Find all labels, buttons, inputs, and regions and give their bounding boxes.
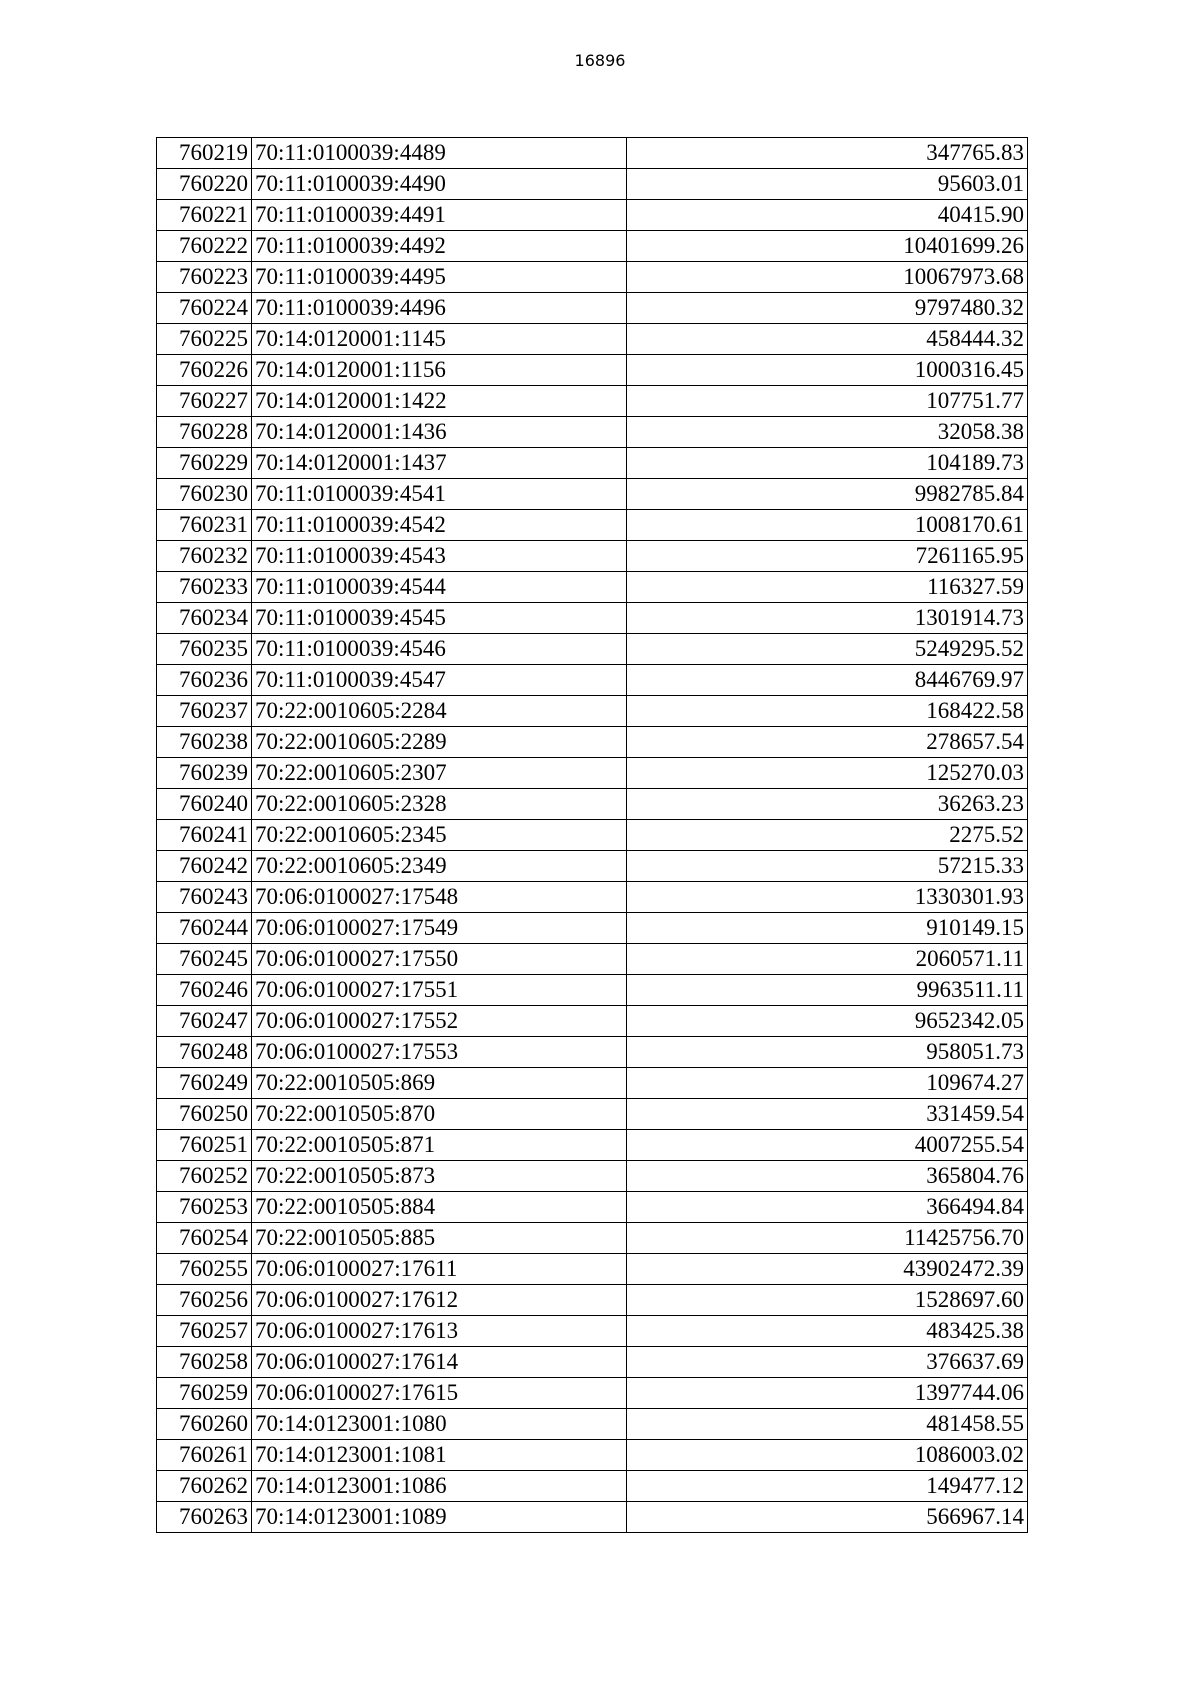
table-row [157, 1161, 1028, 1192]
row-number-cell: 760243 [157, 882, 252, 913]
row-number-cell: 760239 [157, 758, 252, 789]
row-number-cell: 760219 [157, 138, 252, 169]
row-number-cell: 760234 [157, 603, 252, 634]
row-number-cell: 760245 [157, 944, 252, 975]
table-row [157, 1471, 1028, 1502]
table-row [157, 1130, 1028, 1161]
cadastral-number-cell: 70:14:0120001:1436 [252, 417, 627, 448]
table-row [157, 1285, 1028, 1316]
cadastral-number-cell: 70:11:0100039:4495 [252, 262, 627, 293]
cadastral-value-cell: 566967.14 [627, 1502, 1028, 1533]
row-number-cell: 760260 [157, 1409, 252, 1440]
cadastral-number-cell: 70:11:0100039:4542 [252, 510, 627, 541]
row-number-cell: 760261 [157, 1440, 252, 1471]
table-row [157, 1440, 1028, 1471]
cadastral-value-cell: 1330301.93 [627, 882, 1028, 913]
cadastral-number-cell: 70:22:0010505:871 [252, 1130, 627, 1161]
table-row [157, 851, 1028, 882]
table-row [157, 510, 1028, 541]
cadastral-number-cell: 70:11:0100039:4492 [252, 231, 627, 262]
table-row [157, 1502, 1028, 1533]
cadastral-number-cell: 70:11:0100039:4543 [252, 541, 627, 572]
cadastral-number-cell: 70:06:0100027:17550 [252, 944, 627, 975]
cadastral-number-cell: 70:14:0120001:1422 [252, 386, 627, 417]
table-row [157, 944, 1028, 975]
cadastral-number-cell: 70:11:0100039:4547 [252, 665, 627, 696]
table-row [157, 913, 1028, 944]
cadastral-number-cell: 70:06:0100027:17548 [252, 882, 627, 913]
cadastral-number-cell: 70:22:0010605:2345 [252, 820, 627, 851]
cadastral-number-cell: 70:22:0010605:2284 [252, 696, 627, 727]
cadastral-number-cell: 70:06:0100027:17612 [252, 1285, 627, 1316]
cadastral-value-cell: 9963511.11 [627, 975, 1028, 1006]
cadastral-value-cell: 366494.84 [627, 1192, 1028, 1223]
cadastral-number-cell: 70:06:0100027:17552 [252, 1006, 627, 1037]
row-number-cell: 760249 [157, 1068, 252, 1099]
row-number-cell: 760240 [157, 789, 252, 820]
table-row [157, 355, 1028, 386]
cadastral-number-cell: 70:14:0123001:1089 [252, 1502, 627, 1533]
cadastral-value-cell: 36263.23 [627, 789, 1028, 820]
table-body [157, 138, 1028, 1533]
row-number-cell: 760236 [157, 665, 252, 696]
table-row [157, 572, 1028, 603]
row-number-cell: 760225 [157, 324, 252, 355]
row-number-cell: 760253 [157, 1192, 252, 1223]
cadastral-value-cell: 168422.58 [627, 696, 1028, 727]
table-row [157, 975, 1028, 1006]
cadastral-value-cell: 5249295.52 [627, 634, 1028, 665]
table-row [157, 231, 1028, 262]
row-number-cell: 760230 [157, 479, 252, 510]
cadastral-value-cell: 1397744.06 [627, 1378, 1028, 1409]
cadastral-number-cell: 70:22:0010505:873 [252, 1161, 627, 1192]
table-row [157, 789, 1028, 820]
row-number-cell: 760226 [157, 355, 252, 386]
row-number-cell: 760237 [157, 696, 252, 727]
row-number-cell: 760229 [157, 448, 252, 479]
table-row [157, 665, 1028, 696]
cadastral-number-cell: 70:11:0100039:4546 [252, 634, 627, 665]
row-number-cell: 760254 [157, 1223, 252, 1254]
cadastral-value-cell: 481458.55 [627, 1409, 1028, 1440]
row-number-cell: 760233 [157, 572, 252, 603]
cadastral-value-cell: 910149.15 [627, 913, 1028, 944]
cadastral-number-cell: 70:11:0100039:4545 [252, 603, 627, 634]
cadastral-number-cell: 70:06:0100027:17614 [252, 1347, 627, 1378]
cadastral-value-cell: 1301914.73 [627, 603, 1028, 634]
cadastral-number-cell: 70:22:0010505:869 [252, 1068, 627, 1099]
cadastral-value-cell: 2275.52 [627, 820, 1028, 851]
cadastral-value-cell: 40415.90 [627, 200, 1028, 231]
cadastral-value-cell: 958051.73 [627, 1037, 1028, 1068]
cadastral-value-cell: 32058.38 [627, 417, 1028, 448]
row-number-cell: 760256 [157, 1285, 252, 1316]
table-row [157, 324, 1028, 355]
cadastral-value-cell: 104189.73 [627, 448, 1028, 479]
cadastral-value-cell: 1000316.45 [627, 355, 1028, 386]
row-number-cell: 760221 [157, 200, 252, 231]
row-number-cell: 760257 [157, 1316, 252, 1347]
cadastral-value-cell: 9797480.32 [627, 293, 1028, 324]
cadastral-value-cell: 1528697.60 [627, 1285, 1028, 1316]
row-number-cell: 760241 [157, 820, 252, 851]
cadastral-value-cell: 331459.54 [627, 1099, 1028, 1130]
cadastral-number-cell: 70:14:0120001:1145 [252, 324, 627, 355]
table-row [157, 1192, 1028, 1223]
row-number-cell: 760258 [157, 1347, 252, 1378]
row-number-cell: 760247 [157, 1006, 252, 1037]
cadastral-value-cell: 109674.27 [627, 1068, 1028, 1099]
cadastral-number-cell: 70:22:0010605:2307 [252, 758, 627, 789]
cadastral-value-cell: 8446769.97 [627, 665, 1028, 696]
table-row [157, 417, 1028, 448]
cadastral-number-cell: 70:22:0010505:870 [252, 1099, 627, 1130]
cadastral-number-cell: 70:11:0100039:4544 [252, 572, 627, 603]
cadastral-value-cell: 1008170.61 [627, 510, 1028, 541]
row-number-cell: 760220 [157, 169, 252, 200]
row-number-cell: 760222 [157, 231, 252, 262]
cadastral-value-cell: 2060571.11 [627, 944, 1028, 975]
row-number-cell: 760252 [157, 1161, 252, 1192]
cadastral-number-cell: 70:11:0100039:4489 [252, 138, 627, 169]
table-row [157, 386, 1028, 417]
row-number-cell: 760235 [157, 634, 252, 665]
cadastral-number-cell: 70:14:0123001:1086 [252, 1471, 627, 1502]
cadastral-value-cell: 57215.33 [627, 851, 1028, 882]
cadastral-value-cell: 365804.76 [627, 1161, 1028, 1192]
cadastral-number-cell: 70:22:0010605:2328 [252, 789, 627, 820]
table-row [157, 758, 1028, 789]
table-row [157, 448, 1028, 479]
cadastral-value-cell: 347765.83 [627, 138, 1028, 169]
cadastral-number-cell: 70:14:0123001:1081 [252, 1440, 627, 1471]
cadastral-value-cell: 9982785.84 [627, 479, 1028, 510]
table-row [157, 138, 1028, 169]
row-number-cell: 760244 [157, 913, 252, 944]
cadastral-number-cell: 70:06:0100027:17549 [252, 913, 627, 944]
cadastral-number-cell: 70:06:0100027:17551 [252, 975, 627, 1006]
cadastral-value-cell: 11425756.70 [627, 1223, 1028, 1254]
table-row [157, 882, 1028, 913]
cadastral-value-cell: 43902472.39 [627, 1254, 1028, 1285]
row-number-cell: 760263 [157, 1502, 252, 1533]
table-row [157, 293, 1028, 324]
cadastral-number-cell: 70:11:0100039:4491 [252, 200, 627, 231]
cadastral-value-cell: 483425.38 [627, 1316, 1028, 1347]
row-number-cell: 760223 [157, 262, 252, 293]
cadastral-value-cell: 458444.32 [627, 324, 1028, 355]
table-row [157, 1254, 1028, 1285]
cadastral-number-cell: 70:14:0123001:1080 [252, 1409, 627, 1440]
table-row [157, 696, 1028, 727]
table-row [157, 1378, 1028, 1409]
cadastral-value-cell: 149477.12 [627, 1471, 1028, 1502]
row-number-cell: 760259 [157, 1378, 252, 1409]
cadastral-number-cell: 70:22:0010505:885 [252, 1223, 627, 1254]
row-number-cell: 760227 [157, 386, 252, 417]
cadastral-value-cell: 1086003.02 [627, 1440, 1028, 1471]
page-number: 16896 [574, 51, 626, 70]
table-row [157, 727, 1028, 758]
cadastral-number-cell: 70:22:0010605:2289 [252, 727, 627, 758]
cadastral-value-cell: 107751.77 [627, 386, 1028, 417]
cadastral-value-cell: 7261165.95 [627, 541, 1028, 572]
cadastral-value-cell: 9652342.05 [627, 1006, 1028, 1037]
table-row [157, 169, 1028, 200]
row-number-cell: 760242 [157, 851, 252, 882]
table-row [157, 200, 1028, 231]
cadastral-number-cell: 70:11:0100039:4490 [252, 169, 627, 200]
table-row [157, 634, 1028, 665]
cadastral-value-cell: 278657.54 [627, 727, 1028, 758]
cadastral-value-cell: 116327.59 [627, 572, 1028, 603]
row-number-cell: 760248 [157, 1037, 252, 1068]
cadastral-value-cell: 10067973.68 [627, 262, 1028, 293]
cadastral-number-cell: 70:14:0120001:1156 [252, 355, 627, 386]
row-number-cell: 760262 [157, 1471, 252, 1502]
row-number-cell: 760238 [157, 727, 252, 758]
table-row [157, 1347, 1028, 1378]
cadastral-value-cell: 376637.69 [627, 1347, 1028, 1378]
cadastral-value-cell: 125270.03 [627, 758, 1028, 789]
table-row [157, 1223, 1028, 1254]
cadastral-number-cell: 70:22:0010605:2349 [252, 851, 627, 882]
table-row [157, 1037, 1028, 1068]
table-row [157, 1099, 1028, 1130]
table-row [157, 1068, 1028, 1099]
table-row [157, 479, 1028, 510]
cadastral-value-table [156, 137, 1028, 1533]
table-row [157, 262, 1028, 293]
table-row [157, 820, 1028, 851]
row-number-cell: 760250 [157, 1099, 252, 1130]
table-row [157, 541, 1028, 572]
table-row [157, 1409, 1028, 1440]
row-number-cell: 760255 [157, 1254, 252, 1285]
table-row [157, 603, 1028, 634]
cadastral-number-cell: 70:06:0100027:17615 [252, 1378, 627, 1409]
cadastral-number-cell: 70:06:0100027:17611 [252, 1254, 627, 1285]
row-number-cell: 760246 [157, 975, 252, 1006]
cadastral-number-cell: 70:06:0100027:17613 [252, 1316, 627, 1347]
cadastral-value-cell: 10401699.26 [627, 231, 1028, 262]
cadastral-number-cell: 70:22:0010505:884 [252, 1192, 627, 1223]
cadastral-number-cell: 70:14:0120001:1437 [252, 448, 627, 479]
row-number-cell: 760228 [157, 417, 252, 448]
cadastral-value-cell: 95603.01 [627, 169, 1028, 200]
cadastral-number-cell: 70:11:0100039:4496 [252, 293, 627, 324]
row-number-cell: 760224 [157, 293, 252, 324]
table-row [157, 1006, 1028, 1037]
row-number-cell: 760232 [157, 541, 252, 572]
cadastral-number-cell: 70:11:0100039:4541 [252, 479, 627, 510]
cadastral-value-cell: 4007255.54 [627, 1130, 1028, 1161]
cadastral-number-cell: 70:06:0100027:17553 [252, 1037, 627, 1068]
table-row [157, 1316, 1028, 1347]
row-number-cell: 760251 [157, 1130, 252, 1161]
row-number-cell: 760231 [157, 510, 252, 541]
